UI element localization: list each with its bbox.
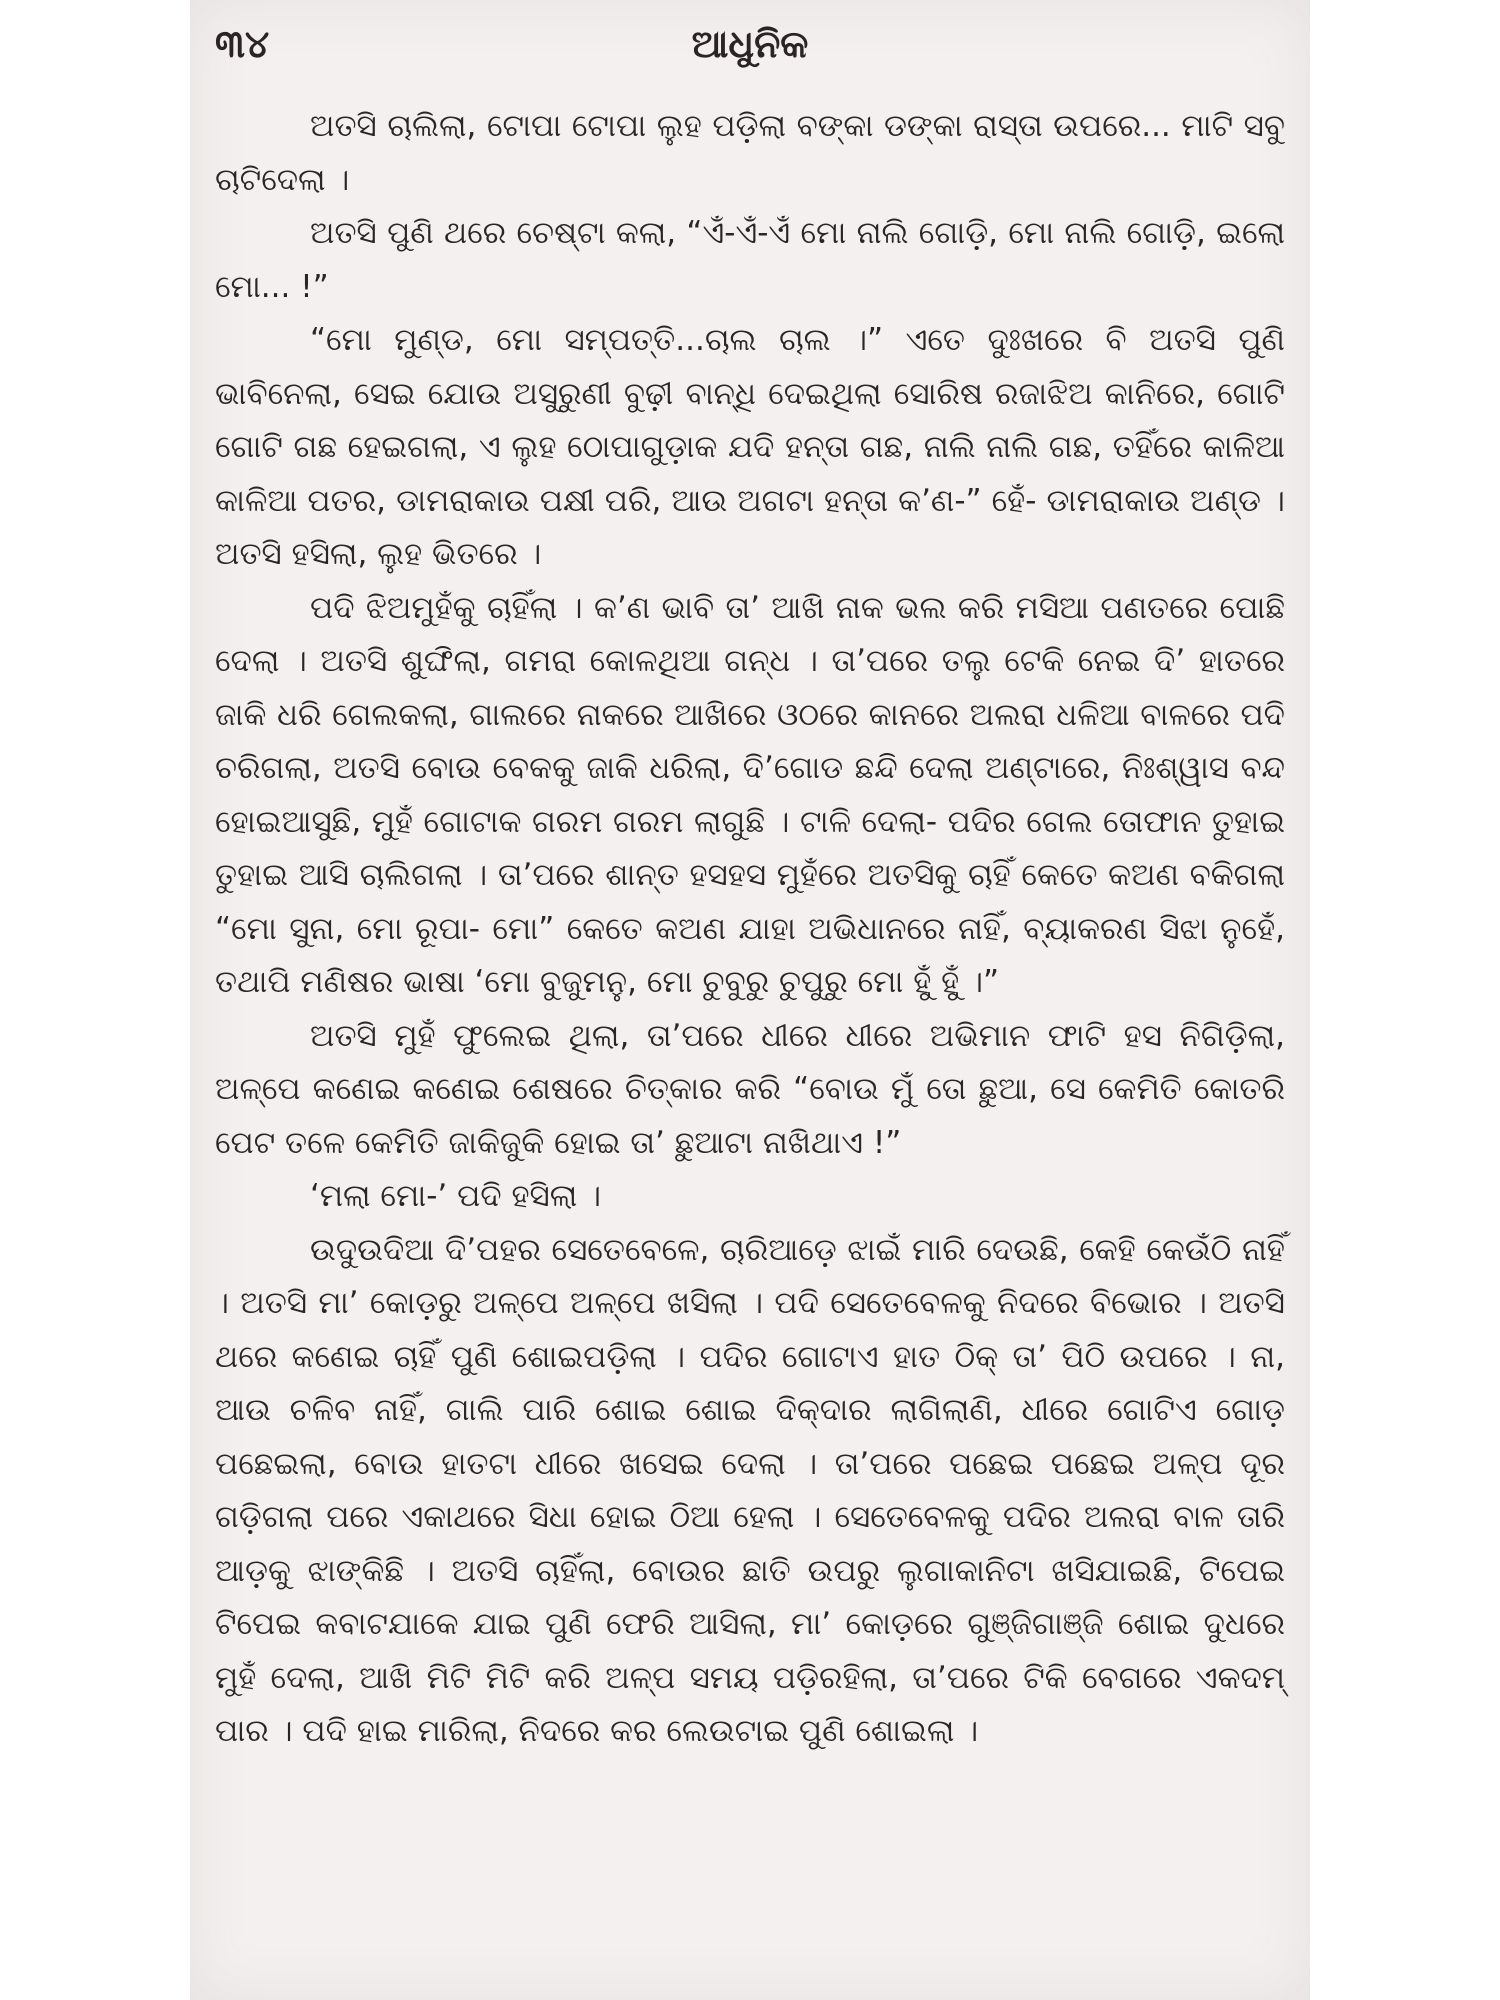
paragraph: ଅତସି ଚାଲିଲା, ଟୋପା ଟୋପା ଲୁହ ପଡ଼ିଲା ବଙ୍କା ଡଙ୍କା ରାସ୍ତା ଉପରେ... ମାଟି ସବୁ ଚାଟିଦେଲା । — [215, 108, 1285, 198]
paragraph: ଅତସି ପୁଣି ଥରେ ଚେଷ୍ଟା କଲା, “ଏଁ-ଏଁ-ଏଁ ମୋ ନାଲି ଗୋଡ଼ି, ମୋ ନାଲି ଗୋଡ଼ି, ଇଲୋ ମୋ... !” — [215, 215, 1285, 305]
paragraph: ‘ମଲା ମୋ-’ ପଦି ହସିଲା । — [310, 1178, 602, 1214]
body-text — [215, 100, 1285, 1759]
paragraph: ଅତସି ମୁହଁ ଫୁଲେଇ ଥିଲା, ତା’ପରେ ଧୀରେ ଧୀରେ ଅଭିମାନ ଫାଟି ହସ ନିଗିଡ଼ିଲା, ଅଳ୍ପେ କଣେଇ କଣେଇ ଶେଷରେ ଚିତ୍କାର କରି “ବୋଉ ମୁଁ ତୋ ଛୁଆ, ସେ କେମିତି କୋତରି ପେଟ ତଳେ କେମିତି ଜାକିଜୁକି ହୋଇ ତା’ ଛୁଆଟା ନାଖିଥାଏ !” — [215, 1017, 1285, 1161]
running-title: ଆଧୁନିକ — [691, 22, 809, 66]
page-header — [215, 22, 1285, 92]
paragraph: ପଦି ଝିଅମୁହଁକୁ ଚାହିଁଲା । କ’ଣ ଭାବି ତା’ ଆଖି ନାକ ଭଲ କରି ମସିଆ ପଣତରେ ପୋଛି ଦେଲା । ଅତସି ଶୁଙ୍ଘିଲା, ଗମରା କୋଳଥିଆ ଗନ୍ଧ । ତା’ପରେ ତଲୁ ଟେକି ନେଇ ଦି’ ହାତରେ ଜାକି ଧରି ଗେଲକଲା, ଗାଲରେ ନାକରେ ଆଖିରେ ଓଠରେ କାନରେ ଅଲରା ଧଳିଆ ବାଳରେ ପଦି ଚରିଗଲା, ଅତସି ବୋଉ ବେକକୁ ଜାକି ଧରିଲା, ଦି’ଗୋଡ ଛନ୍ଦି ଦେଲା ଅଣ୍ଟାରେ, ନିଃଶ୍ୱାସ ବନ୍ଦ ହୋଇଆସୁଛି, ମୁହଁ ଗୋଟାକ ଗରମ ଗରମ ଲାଗୁଛି । ଟାଳି ଦେଲା- ପଦିର ଗେଲ ତୋଫାନ ତୁହାଇ ତୁହାଇ ଆସି ଚାଲିଗଲା । ତା’ପରେ ଶାନ୍ତ ହସହସ ମୁହଁରେ ଅତସିକୁ ଚାହିଁ କେତେ କଅଣ ବକିଗଲା “ମୋ ସୁନା, ମୋ ରୂପା- ମୋ” କେତେ କଅଣ ଯାହା ଅଭିଧାନରେ ନାହିଁ, ବ୍ୟାକରଣ ସିଝା ନୁହେଁ, ତଥାପି ମଣିଷର ଭାଷା ‘ମୋ ବୁଜୁମନୁ, ମୋ ଚୁବୁରୁ ଚୁପୁରୁ ମୋ ହୁଁ ହୁଁ ।” — [215, 589, 1285, 1000]
paragraph: “ମୋ ମୁଣ୍ଡ, ମୋ ସମ୍ପତ୍ତି...ଚାଲ ଚାଲ ।” ଏତେ ଦୁଃଖରେ ବି ଅତସି ପୁଣି ଭାବିନେଲା, ସେଇ ଯୋଉ ଅସୁରୁଣୀ ବୁଢ଼ୀ ବାନ୍ଧି ଦେଇଥିଲା ସୋରିଷ ରଜାଝିଅ କାନିରେ, ଗୋଟି ଗୋଟି ଗଛ ହେଇଗଲା, ଏ ଲୁହ ଠୋପାଗୁଡ଼ାକ ଯଦି ହନ୍ତା ଗଛ, ନାଲି ନାଲି ଗଛ, ତହିଁରେ କାଳିଆ କାଳିଆ ପତର, ଡାମରାକାଉ ପକ୍ଷୀ ପରି, ଆଉ ଅଗଟା ହନ୍ତା କ’ଣ-” ହେଁ- ଡାମରାକାଉ ଅଣ୍ଡ । ଅତସି ହସିଲା, ଲୁହ ଭିତରେ । — [215, 322, 1285, 572]
paragraph: ଉଦୁଉଦିଆ ଦି’ପହର ସେତେବେଳେ, ଚାରିଆଡ଼େ ଝାଇଁ ମାରି ଦେଉଛି, କେହି କେଉଁଠି ନାହିଁ । ଅତସି ମା’ କୋଡ଼ରୁ ଅଳ୍ପେ ଅଳ୍ପେ ଖସିଲା । ପଦି ସେତେବେଳକୁ ନିଦରେ ବିଭୋର । ଅତସି ଥରେ କଣେଇ ଚାହିଁ ପୁଣି ଶୋଇପଡ଼ିଲା । ପଦିର ଗୋଟାଏ ହାତ ଠିକ୍ ତା’ ପିଠି ଉପରେ । ନା, ଆଉ ଚଳିବ ନାହିଁ, ଗାଲି ପାରି ଶୋଇ ଶୋଇ ଦିକ୍‌ଦାର ଲାଗିଲାଣି, ଧୀରେ ଗୋଟିଏ ଗୋଡ଼ ପଛେଇଲା, ବୋଉ ହାତଟା ଧୀରେ ଖସେଇ ଦେଲା । ତା’ପରେ ପଛେଇ ପଛେଇ ଅଳ୍ପ ଦୂର ଗଡ଼ିଗଲା ପରେ ଏକାଥରେ ସିଧା ହୋଇ ଠିଆ ହେଲା । ସେତେବେଳକୁ ପଦିର ଅଲରା ବାଳ ତାରି ଆଡ଼କୁ ଝାଙ୍କିଛି । ଅତସି ଚାହିଁଲା, ବୋଉର ଛାତି ଉପରୁ ଲୁଗାକାନିଟା ଖସିଯାଇଛି, ଟିପେଇ ଟିପେଇ କବାଟଯାକେ ଯାଇ ପୁଣି ଫେରି ଆସିଲା, ମା’ କୋଡ଼ରେ ଗୁଞ୍ଜିଗାଞ୍ଜି ଶୋଇ ଦୁଧରେ ମୁହଁ ଦେଲା, ଆଖି ମିଟି ମିଟି କରି ଅଳ୍ପ ସମୟ ପଡ଼ିରହିଲା, ତା’ପରେ ଟିକି ବେଗରେ ଏକଦମ୍ ପାର । ପଦି ହାଇ ମାରିଲା, ନିଦରେ କର ଲେଉଟାଇ ପୁଣି ଶୋଇଲା । — [215, 1231, 1285, 1749]
page-number: ୩୪ — [215, 22, 270, 66]
